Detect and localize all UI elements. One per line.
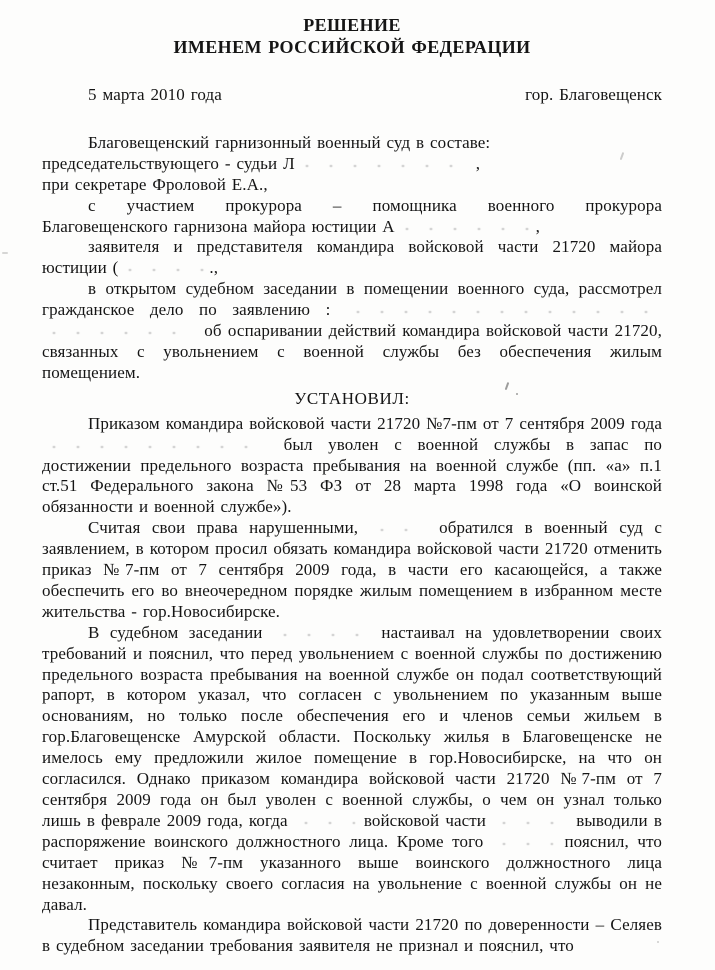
text-segment: заявителя и представителя командира войсковой части 21720 майора юстиции ( — [42, 237, 662, 278]
redacted-name — [373, 523, 425, 534]
text-segment: председательствующего - судьи Л — [42, 153, 295, 173]
paragraph-hearing — [42, 279, 662, 384]
redacted-name — [495, 837, 553, 848]
paragraph-dismissal-order — [42, 414, 662, 519]
scan-speck — [511, 951, 513, 953]
paragraph-prosecutor-line1 — [42, 196, 662, 217]
text-segment: с участием прокурора – помощника военного прокурора — [88, 195, 662, 215]
paragraph-applicant — [42, 237, 662, 279]
redacted-name — [297, 816, 355, 827]
paragraph-judge — [42, 154, 662, 175]
redacted-name — [276, 628, 368, 639]
redacted-name — [495, 816, 567, 827]
text-segment: настаивал на удовлетворении своих требований и пояснил, что перед увольнением с военной службы по достижению предельного возраста пребывания на военной службе он подал соответствующий рапорт, в котором указал, что согласен с увольнением по указанным выше основаниям, но только после обеспечения его и членов семьи жильем в гор.Благовещенске Амурской области. Поскольку жилья в Благовещенске не имелось ему предложили жилое помещение в гор.Новосибирске, на что он согласился. Однако приказом командира войсковой части 21720 №7-пм от 7 сентября 2009 года он был уволен с военной службы, о чем он узнал только лишь в феврале 2009 года, когда — [42, 622, 662, 830]
text-segment: при секретаре Фроловой Е.А., — [42, 174, 268, 194]
text-segment: выводили в распоряжение воинского должностного лица. Кроме того — [42, 810, 662, 851]
paragraph-secretary — [42, 175, 662, 196]
text-segment: был уволен с военной службы в запас по достижении предельного возраста пребывания на военной службе (пп. «а» п.1 ст.51 Федерального закона №53 ФЗ от 28 марта 1998 года «О воинской обязанности и военной службе»). — [42, 434, 662, 517]
court-composition-section — [42, 133, 662, 384]
section-header-ustanovil — [42, 389, 662, 410]
paragraph-representative — [42, 915, 662, 957]
scan-speck — [516, 393, 518, 395]
redacted-prosecutor-name — [398, 222, 533, 233]
text-segment: Благовещенский гарнизонный военный суд в составе: — [88, 132, 491, 152]
text-segment: , — [475, 153, 481, 173]
text-segment: об оспаривании действий командира войсковой части 21720, связанных с увольнением с военной службы без обеспечения жилым помещением. — [42, 321, 662, 382]
paragraph-court — [42, 133, 662, 154]
text-segment: Считая свои права нарушенными, — [88, 518, 359, 538]
scan-speck — [657, 941, 659, 943]
text-segment: в открытом судебном заседании в помещении военного суда, рассмотрел гражданское дело по заявлению : — [42, 279, 662, 320]
text-segment: пояснил, что считает приказ №7-пм указанного выше воинского должностного лица незаконным, поскольку своего согласия на увольнение с военной службы он не давал. — [42, 831, 662, 914]
court-decision-document — [42, 14, 662, 957]
redacted-judge-name — [298, 159, 473, 170]
paragraph-prosecutor-line2 — [42, 217, 662, 238]
text-segment: обратился в военный суд с заявлением, в котором просил обязать командира войсковой части 21720 отменить приказ №7-пм от 7 сентября 2009 года, в части его касающейся, а также обеспечить его во внеочередном порядке жилым помещением в избранном месте жительства - гор.Новосибирске. — [42, 518, 662, 621]
text-segment: Представитель командира войсковой части 21720 по доверенности – Селяев в судебном заседании требования заявителя не признал и пояснил, что — [42, 915, 662, 956]
text-segment: Благовещенского гарнизона майора юстиции А — [42, 216, 395, 236]
section-header-label: УСТАНОВИЛ: — [294, 388, 410, 408]
decision-date: 5 марта 2010 года — [88, 85, 222, 104]
facts-section — [42, 414, 662, 958]
text-segment: Приказом командира войсковой части 21720 №7-пм от 7 сентября 2009 года — [88, 413, 662, 433]
text-segment: , — [535, 216, 541, 236]
scan-speck — [2, 252, 8, 254]
redacted-applicant-name — [45, 326, 195, 337]
redacted-name — [45, 440, 265, 451]
text-segment: В судебном заседании — [88, 622, 263, 642]
decision-subtitle: ИМЕНЕМ РОССИЙСКОЙ ФЕДЕРАЦИИ — [173, 37, 531, 57]
redacted-applicant-name — [121, 263, 206, 274]
text-segment: ., — [209, 258, 219, 278]
decision-title: РЕШЕНИЕ — [303, 15, 401, 35]
paragraph-claim — [42, 518, 662, 623]
paragraph-applicant-testimony — [42, 623, 662, 916]
decision-city: гор. Благовещенск — [525, 85, 662, 104]
text-segment: войсковой части — [363, 810, 486, 830]
date-line — [42, 85, 662, 106]
redacted-applicant-name — [349, 305, 659, 316]
document-title-block — [42, 14, 662, 58]
